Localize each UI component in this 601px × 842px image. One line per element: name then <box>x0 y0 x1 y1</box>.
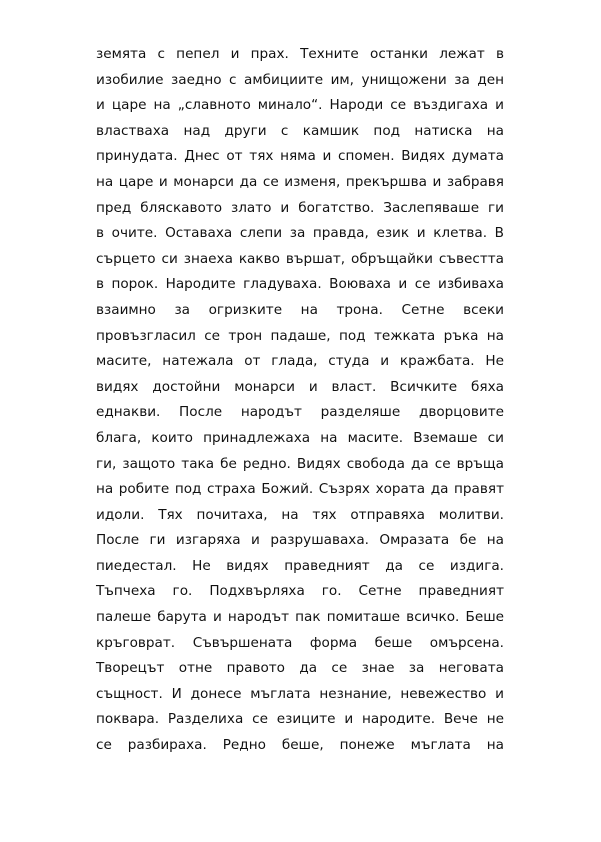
text-line: и царе на „славното минало“. Народи се въздигаха и <box>96 97 504 114</box>
text-line: Тъпчеха го. Подхвърляха го. Сетне праведният <box>96 583 504 600</box>
text-line: взаимно за огризките на трона. Сетне всеки <box>96 301 504 318</box>
text-line: После ги изгаряха и разрушаваха. Омразата бе на <box>96 532 504 549</box>
text-line: ги, защото така бе редно. Видях свобода да се връща <box>96 455 504 472</box>
text-line: се разбираха. Редно беше, понеже мъглата на <box>96 737 504 754</box>
text-line: Творецът отне правото да се знае за неговата <box>96 660 504 677</box>
text-line: поквара. Разделиха се езиците и народите. Вече не <box>96 711 504 728</box>
text-line: земята с пепел и прах. Техните останки лежат в <box>96 46 504 62</box>
text-line: властваха над други с камшик под натиска на <box>96 122 504 139</box>
text-line: на царе и монарси да се изменя, прекършва и забравя <box>96 173 504 190</box>
text-line: пред бляскавото злато и богатство. Заслепяваше ги <box>96 199 504 216</box>
text-line: сърцето си знаеха какво вършат, обръщайки съвестта <box>96 250 504 267</box>
text-line: в порок. Народите гладуваха. Воюваха и се избиваха <box>96 276 504 293</box>
text-line: идоли. Тях почитаха, на тях отправяха молитви. <box>96 506 504 523</box>
text-line: видях достойни монарси и власт. Всичките бяха <box>96 378 504 395</box>
text-line: кръговрат. Съвършената форма беше омърсена. <box>96 634 504 651</box>
text-line: в очите. Оставаха слепи за правда, език и клетва. В <box>96 225 504 242</box>
text-line: изобилие заедно с амбициите им, унищожени за ден <box>96 71 504 88</box>
text-line: блага, които принадлежаха на масите. Вземаше си <box>96 429 504 446</box>
text-line: на робите под страха Божий. Съзрях хората да правят <box>96 481 504 498</box>
text-line: същност. И донесе мъглата незнание, невежество и <box>96 685 504 702</box>
text-line: принудата. Днес от тях няма и спомен. Видях думата <box>96 148 504 165</box>
text-line: пиедестал. Не видях праведният да се издига. <box>96 557 504 574</box>
text-line: еднакви. После народът разделяше дворцовите <box>96 404 504 421</box>
text-line: провъзгласил се трон падаше, под тежката ръка на <box>96 327 504 344</box>
text-line: палеше барута и народът пак помиташе всичко. Беше <box>96 609 504 626</box>
body-text <box>96 42 504 759</box>
text-line: масите, натежала от глада, студа и кражбата. Не <box>96 353 504 370</box>
